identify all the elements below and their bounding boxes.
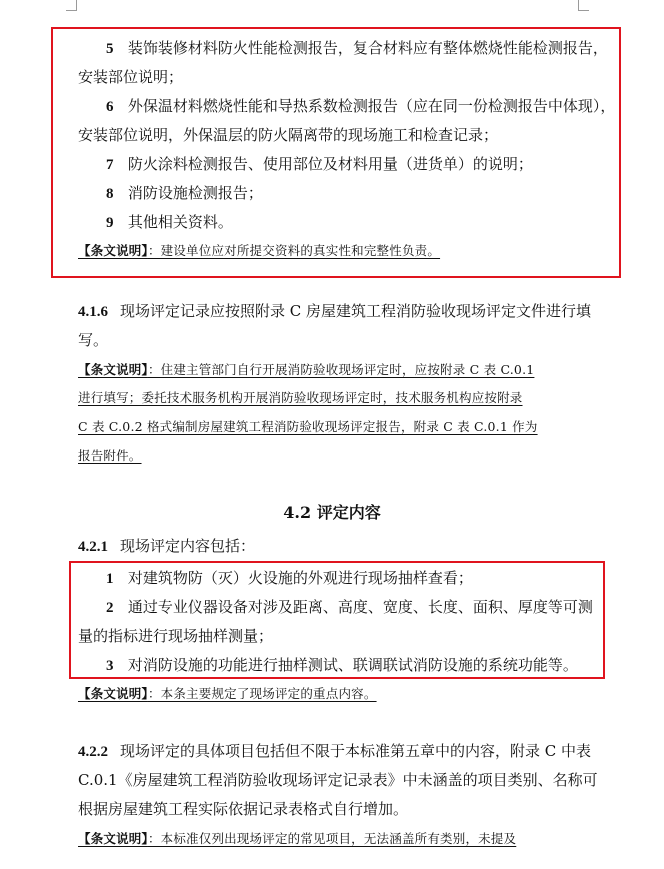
clause-4-2-2-line-b bbox=[78, 770, 598, 790]
item-8-line bbox=[78, 183, 616, 204]
item-5-text-a: 装饰装修材料防火性能检测报告，复合材料应有整体燃烧性能检测报告， bbox=[127, 39, 608, 57]
item-2-line-b bbox=[78, 626, 588, 646]
corner-mark-top-left bbox=[66, 0, 77, 11]
item-1-text: 对建筑物防（灭）火设施的外观进行现场抽样查看； bbox=[127, 569, 473, 587]
clause-4-2-1-note bbox=[78, 685, 377, 703]
item-3-number: 3 bbox=[106, 658, 114, 674]
item-6-number: 6 bbox=[106, 99, 114, 115]
item-5-line-b bbox=[78, 67, 588, 87]
clause-4-1-6-id: 4.1.6 bbox=[78, 304, 108, 320]
item-7-line bbox=[78, 154, 616, 175]
item-5-line-a bbox=[78, 38, 616, 59]
item-1-number: 1 bbox=[106, 571, 114, 587]
clause-4-1-6-note-line-a bbox=[78, 361, 534, 379]
explanation-text: ：建设单位应对所提交资料的真实性和完整性负责。 bbox=[147, 243, 441, 258]
clause-4-2-2-line-a bbox=[78, 741, 592, 762]
clause-4-2-1-intro: 现场评定内容包括： bbox=[120, 537, 256, 555]
item-7-text: 防火涂料检测报告、使用部位及材料用量（进货单）的说明； bbox=[127, 155, 533, 173]
clause-4-1-6-note-a: ：住建主管部门自行开展消防验收现场评定时，应按附录 C 表 C.0.1 bbox=[147, 362, 535, 377]
explanation-label: 【条文说明】 bbox=[78, 831, 148, 846]
clause-4-2-2-note-a: ：本标准仅列出现场评定的常见项目，无法涵盖所有类别，未提及 bbox=[147, 831, 517, 846]
clause-4-2-2-text-a: 现场评定的具体项目包括但不限于本标准第五章中的内容，附录 C 中表 bbox=[120, 742, 592, 760]
clause-4-1-6-text-a: 现场评定记录应按照附录 C 房屋建筑工程消防验收现场评定文件进行填 bbox=[120, 302, 592, 320]
item-3-line bbox=[78, 655, 616, 676]
clause-4-1-6-note-line-d bbox=[78, 447, 142, 465]
explanation-label: 【条文说明】 bbox=[78, 362, 148, 377]
clause-4-1-6-note-line-b bbox=[78, 389, 523, 407]
clause-4-1-6-note-line-c bbox=[78, 418, 538, 436]
item-9-text: 其他相关资料。 bbox=[127, 213, 233, 231]
item-5-number: 5 bbox=[106, 41, 114, 57]
clause-4-2-1-note-text: ：本条主要规定了现场评定的重点内容。 bbox=[147, 686, 377, 701]
clause-4-1-6-line-a bbox=[78, 301, 592, 322]
item-8-number: 8 bbox=[106, 186, 114, 202]
item-7-number: 7 bbox=[106, 157, 114, 173]
item-6-line-a bbox=[78, 96, 616, 117]
item-3-text: 对消防设施的功能进行抽样测试、联调联试消防设施的系统功能等。 bbox=[127, 656, 578, 674]
box1-explanation-note bbox=[78, 242, 440, 260]
clause-4-1-6-line-b bbox=[78, 330, 588, 350]
clause-4-2-1-line bbox=[78, 536, 588, 557]
item-2-number: 2 bbox=[106, 600, 114, 616]
clause-4-2-2-text-b: C.0.1《房屋建筑工程消防验收现场评定记录表》中未涵盖的项目类别、名称可 bbox=[78, 771, 598, 789]
explanation-label: 【条文说明】 bbox=[78, 243, 148, 258]
item-6-text-a: 外保温材料燃烧性能和导热系数检测报告（应在同一份检测报告中体现）， bbox=[127, 97, 616, 115]
item-9-number: 9 bbox=[106, 215, 114, 231]
clause-4-1-6-text-b: 写。 bbox=[78, 331, 109, 349]
clause-4-2-1-id: 4.2.1 bbox=[78, 539, 108, 555]
clause-4-2-2-note-line-a bbox=[78, 830, 516, 848]
section-4-2-heading: 4.2 评定内容 bbox=[283, 503, 381, 522]
item-6-line-b bbox=[78, 125, 588, 145]
explanation-label: 【条文说明】 bbox=[78, 686, 148, 701]
highlight-box-1 bbox=[51, 27, 621, 278]
clause-4-1-6-note-c: C 表 C.0.2 格式编制房屋建筑工程消防验收现场评定报告，附录 C 表 C.0.1 作为 bbox=[78, 419, 538, 434]
clause-4-2-2-text-c: 根据房屋建筑工程实际依据记录表格式自行增加。 bbox=[78, 800, 409, 818]
item-1-line bbox=[78, 568, 616, 589]
item-2-text-a: 通过专业仪器设备对涉及距离、高度、宽度、长度、面积、厚度等可测 bbox=[127, 598, 593, 616]
item-5-text-b: 安装部位说明； bbox=[78, 68, 184, 86]
clause-4-1-6-note-b: 进行填写；委托技术服务机构开展消防验收现场评定时，技术服务机构应按附录 bbox=[78, 390, 523, 405]
item-2-text-b: 量的指标进行现场抽样测量； bbox=[78, 627, 274, 645]
corner-mark-top-right bbox=[578, 0, 589, 11]
item-8-text: 消防设施检测报告； bbox=[127, 184, 263, 202]
clause-4-2-2-id: 4.2.2 bbox=[78, 744, 108, 760]
item-6-text-b: 安装部位说明，外保温层的防火隔离带的现场施工和检查记录； bbox=[78, 126, 499, 144]
item-9-line bbox=[78, 212, 616, 233]
clause-4-1-6-note-d: 报告附件。 bbox=[78, 448, 142, 463]
item-2-line-a bbox=[78, 597, 616, 618]
clause-4-2-2-line-c bbox=[78, 799, 588, 819]
